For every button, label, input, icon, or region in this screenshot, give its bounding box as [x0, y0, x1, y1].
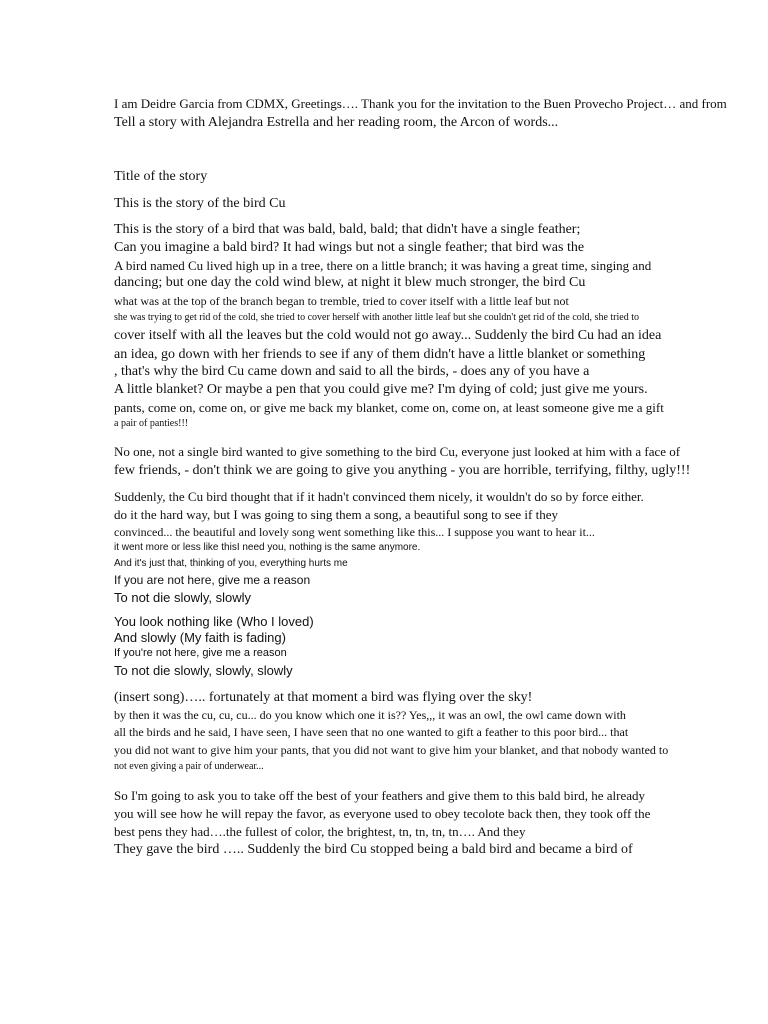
title-label: Title of the story — [114, 169, 208, 184]
paragraph-line: you will see how he will repay the favor, as everyone used to obey tecolote back then, they took off the — [114, 806, 651, 821]
paragraph-line: convinced... the beautiful and lovely song went something like this... I suppose you want to hear it... — [114, 525, 595, 539]
paragraph-line: So I'm going to ask you to take off the best of your feathers and give them to this bald bird, he already — [114, 788, 646, 803]
song-line: To not die slowly, slowly, slowly — [114, 663, 293, 678]
paragraph-line: pants, come on, come on, or give me back my blanket, come on, come on, at least someone give me a gift — [114, 400, 664, 415]
paragraph-line: A little blanket? Or maybe a pen that you could give me? I'm dying of cold; just give me yours. — [114, 382, 648, 397]
song-line: If you're not here, give me a reason — [114, 647, 287, 659]
paragraph-line: Suddenly, the Cu bird thought that if it hadn't convinced them nicely, it wouldn't do so by force either. — [114, 489, 644, 504]
paragraph-line: If you are not here, give me a reason — [114, 573, 311, 587]
paragraph-line: A bird named Cu lived high up in a tree, there on a little branch; it was having a great time, singing and — [114, 258, 652, 273]
paragraph-line: few friends, - don't think we are going to give you anything - you are horrible, terrifying, filthy, ugly!!! — [114, 463, 691, 478]
paragraph-line: not even giving a pair of underwear... — [114, 761, 264, 772]
paragraph-line: do it the hard way, but I was going to sing them a song, a beautiful song to see if they — [114, 507, 558, 522]
song-line: You look nothing like (Who I loved) — [114, 614, 314, 629]
paragraph-line: all the birds and he said, I have seen, I have seen that no one wanted to gift a feather to this poor bird... that — [114, 725, 629, 739]
paragraph-line: you did not want to give him your pants, that you did not want to give him your blanket, and that nobody wanted to — [114, 743, 669, 757]
paragraph-line: what was at the top of the branch began to tremble, tried to cover itself with a little leaf but not — [114, 294, 569, 308]
song-line: And slowly (My faith is fading) — [114, 630, 286, 645]
paragraph-line: And it's just that, thinking of you, everything hurts me — [114, 558, 348, 569]
story-title: This is the story of the bird Cu — [114, 196, 286, 211]
paragraph-line: They gave the bird ….. Suddenly the bird Cu stopped being a bald bird and became a bird of — [114, 842, 633, 857]
paragraph-line: it went more or less like thisI need you, nothing is the same anymore. — [114, 542, 421, 553]
paragraph-line: dancing; but one day the cold wind blew, at night it blew much stronger, the bird Cu — [114, 275, 586, 290]
paragraph-line: she was trying to get rid of the cold, she tried to cover herself with another little leaf but she couldn't get rid of the cold, she tried to — [114, 312, 639, 323]
intro-line: I am Deidre Garcia from CDMX, Greetings…. Thank you for the invitation to the Buen Provecho Project… and from — [114, 96, 727, 111]
paragraph-line: , that's why the bird Cu came down and said to all the birds, - does any of you have a — [114, 364, 590, 379]
paragraph-line: by then it was the cu, cu, cu... do you know which one it is?? Yes,,, it was an owl, the owl came down with — [114, 708, 626, 722]
paragraph-line: To not die slowly, slowly — [114, 590, 252, 605]
intro-line: Tell a story with Alejandra Estrella and her reading room, the Arcon of words... — [114, 115, 559, 130]
paragraph-line: No one, not a single bird wanted to give something to the bird Cu, everyone just looked at him with a face of — [114, 444, 681, 459]
paragraph-line: an idea, go down with her friends to see if any of them didn't have a little blanket or something — [114, 347, 646, 362]
paragraph-line: (insert song)….. fortunately at that moment a bird was flying over the sky! — [114, 690, 533, 705]
paragraph-line: a pair of panties!!! — [114, 418, 189, 429]
paragraph-line: cover itself with all the leaves but the cold would not go away... Suddenly the bird Cu had an idea — [114, 328, 662, 343]
paragraph-line: Can you imagine a bald bird? It had wings but not a single feather; that bird was the — [114, 240, 585, 255]
paragraph-line: best pens they had….the fullest of color, the brightest, tn, tn, tn, tn…. And they — [114, 824, 526, 839]
paragraph-line: This is the story of a bird that was bald, bald, bald; that didn't have a single feather; — [114, 222, 581, 237]
